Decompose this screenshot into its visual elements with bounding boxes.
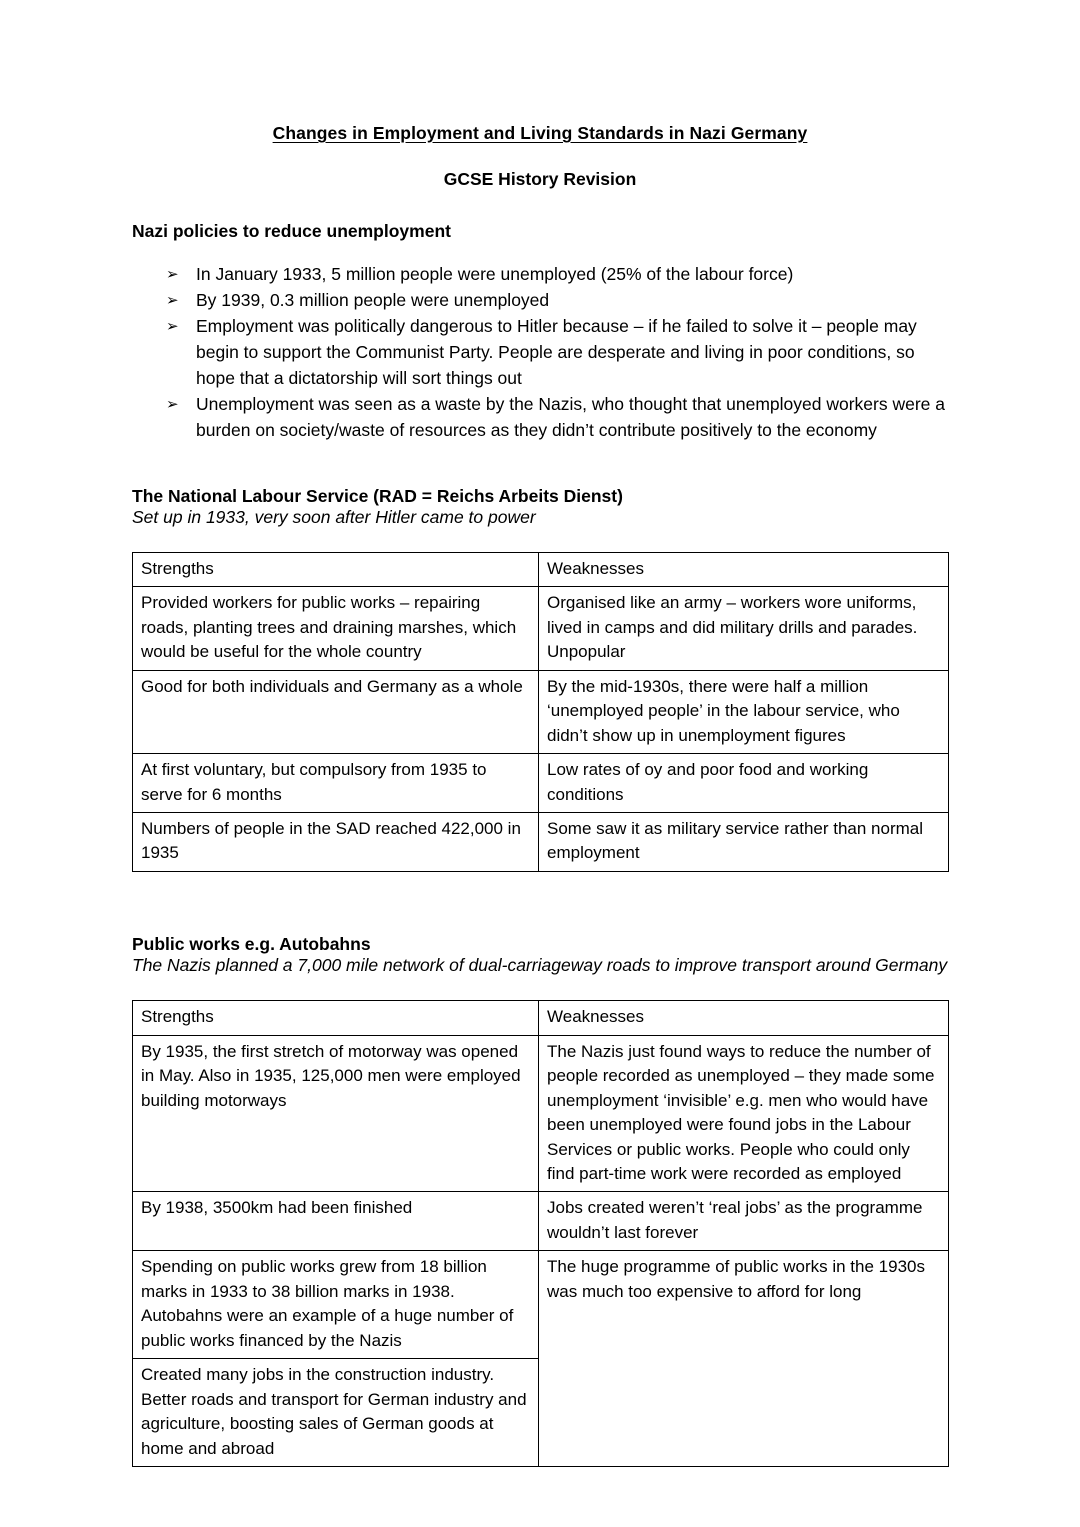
table-row [133, 1251, 949, 1359]
list-item [132, 288, 948, 314]
column-header-strengths: Strengths [133, 552, 539, 586]
page-title [132, 125, 948, 143]
table-row [133, 587, 949, 670]
heading-public-works: Public works e.g. Autobahns [132, 933, 371, 954]
cell-strength: By 1935, the first stretch of motorway was opened in May. Also in 1935, 125,000 men were employed building motorways [133, 1035, 539, 1192]
list-item [132, 392, 948, 444]
table-header-row [133, 1001, 949, 1035]
arrow-bullet-icon: ➢ [166, 317, 179, 336]
cell-weakness: Low rates of oy and poor food and working conditions [539, 754, 949, 813]
cell-strength: Provided workers for public works – repairing roads, planting trees and draining marshes, which would be useful for the whole country [133, 587, 539, 670]
spacer [132, 529, 948, 552]
list-item-text: Unemployment was seen as a waste by the Nazis, who thought that unemployed workers were a burden on society/waste of resources as they didn’t contribute positively to the economy [196, 393, 945, 440]
table-row [133, 1192, 949, 1251]
list-item-text: By 1939, 0.3 million people were unemployed [196, 290, 550, 311]
cell-weakness: Some saw it as military service rather than normal employment [539, 813, 949, 872]
table-row [133, 1035, 949, 1192]
heading-national-labour-service: The National Labour Service (RAD = Reichs Arbeits Dienst) [132, 485, 623, 506]
rad-strengths-weaknesses-table [132, 552, 949, 872]
arrow-bullet-icon: ➢ [166, 291, 179, 310]
table-row [133, 813, 949, 872]
cell-weakness: The huge programme of public works in the 1930s was much too expensive to afford for long [539, 1251, 949, 1467]
cell-strength: Created many jobs in the construction industry. Better roads and transport for German industry and agriculture, boosting sales of German goods at home and abroad [133, 1359, 539, 1467]
table-header-row [133, 552, 949, 586]
spacer [132, 872, 948, 934]
column-header-weaknesses: Weaknesses [539, 552, 949, 586]
page-title-text: Changes in Employment and Living Standards in Nazi Germany [272, 123, 808, 143]
cell-weakness: Jobs created weren’t ‘real jobs’ as the programme wouldn’t last forever [539, 1192, 949, 1251]
subheading-public-works: The Nazis planned a 7,000 mile network of dual-carriageway roads to improve transport around Germany [132, 955, 948, 976]
cell-strength: At first voluntary, but compulsory from 1935 to serve for 6 months [133, 754, 539, 813]
cell-weakness: The Nazis just found ways to reduce the number of people recorded as unemployed – they made some unemployment ‘invisible’ e.g. men who would have been unemployed were found jobs in the Labour Services or public works. People who could only find part-time work were recorded as employed [539, 1035, 949, 1192]
table-row [133, 670, 949, 753]
cell-strength: By 1938, 3500km had been finished [133, 1192, 539, 1251]
list-item-text: In January 1933, 5 million people were unemployed (25% of the labour force) [196, 264, 794, 285]
column-header-strengths: Strengths [133, 1001, 539, 1035]
arrow-bullet-icon: ➢ [166, 394, 179, 413]
cell-strength: Numbers of people in the SAD reached 422,000 in 1935 [133, 813, 539, 872]
cell-weakness: By the mid-1930s, there were half a million ‘unemployed people’ in the labour service, who didn’t show up in unemployment figures [539, 670, 949, 753]
cell-weakness: Organised like an army – workers wore uniforms, lived in camps and did military drills and parades. Unpopular [539, 587, 949, 670]
table-row [133, 754, 949, 813]
list-item-text: Employment was politically dangerous to Hitler because – if he failed to solve it – people may begin to support the Communist Party. People are desperate and living in poor conditions, so hope that a dictatorship will sort things out [196, 316, 917, 388]
public-works-strengths-weaknesses-table [132, 1000, 949, 1467]
page-subtitle: GCSE History Revision [443, 168, 637, 189]
document-body [132, 125, 948, 1467]
list-item [132, 314, 948, 392]
arrow-bullet-icon: ➢ [166, 265, 179, 284]
cell-strength: Good for both individuals and Germany as a whole [133, 670, 539, 753]
heading-unemployment-policies: Nazi policies to reduce unemployment [132, 221, 451, 241]
cell-strength: Spending on public works grew from 18 billion marks in 1933 to 38 billion marks in 1938. Autobahns were an example of a huge number of public works financed by the Nazis [133, 1251, 539, 1359]
list-item [132, 262, 948, 288]
subheading-national-labour-service: Set up in 1933, very soon after Hitler came to power [132, 506, 536, 527]
unemployment-bullet-list [132, 262, 948, 443]
column-header-weaknesses: Weaknesses [539, 1001, 949, 1035]
spacer [132, 444, 948, 486]
spacer [132, 977, 948, 1000]
